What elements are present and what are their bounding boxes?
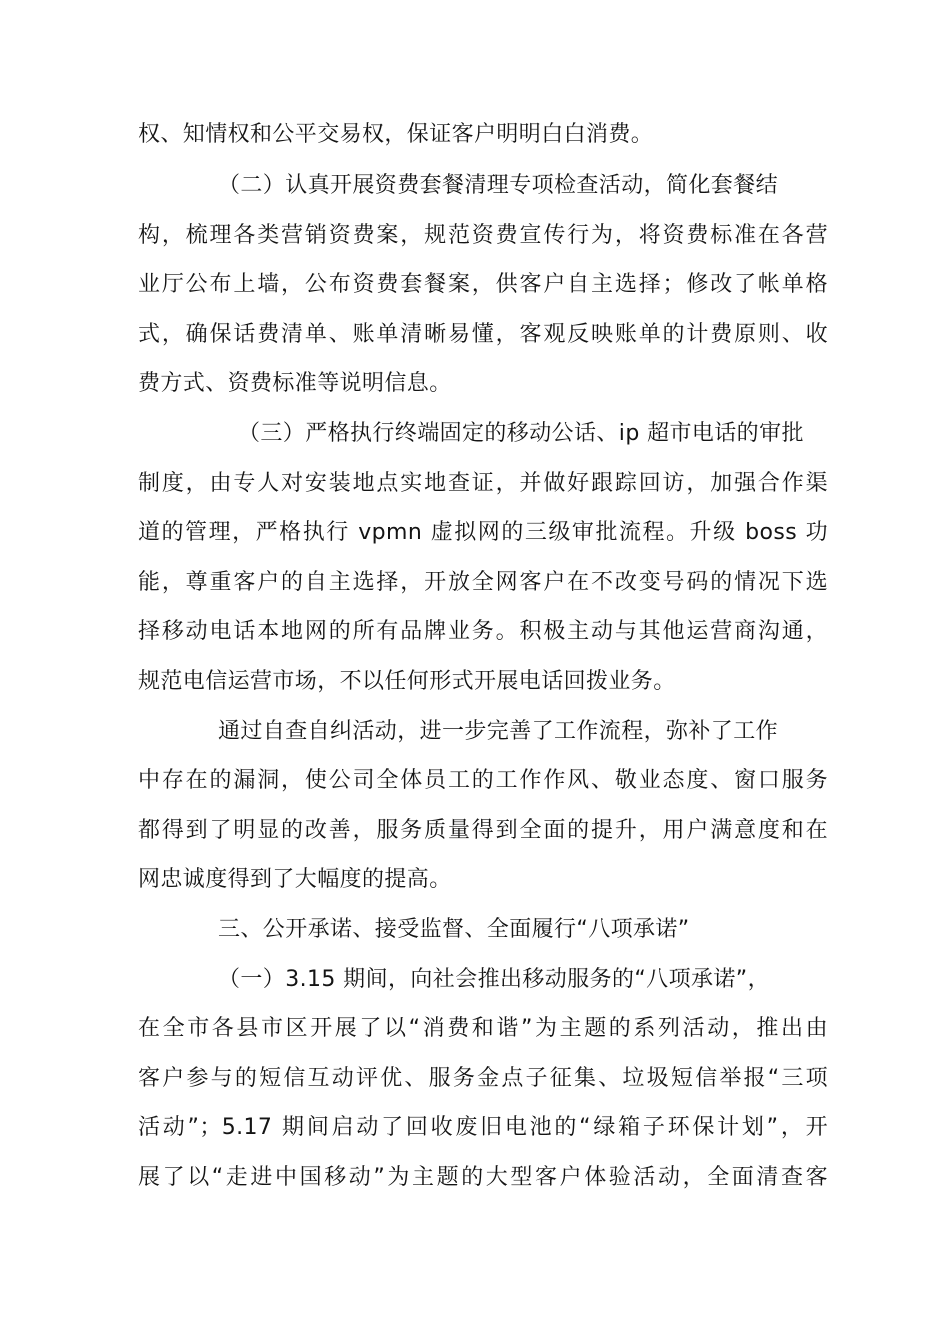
text-line: 业厅公布上墙，公布资费套餐案，供客户自主选择；修改了帐单格 [138, 272, 828, 297]
text-line: （三）严格执行终端固定的移动公话、ip 超市电话的审批 [238, 421, 804, 446]
text-line: 在全市各县市区开展了以“消费和谐”为主题的系列活动，推出由 [138, 1016, 828, 1041]
text-line: （二）认真开展资费套餐清理专项检查活动，简化套餐结 [218, 173, 779, 198]
text-line: 中存在的漏洞，使公司全体员工的工作作风、敬业态度、窗口服务 [138, 768, 828, 793]
section-heading: 三、公开承诺、接受监督、全面履行“八项承诺” [218, 917, 690, 942]
text-line: 构，梳理各类营销资费案，规范资费宣传行为，将资费标准在各营 [138, 223, 828, 248]
text-line: 道的管理，严格执行 vpmn 虚拟网的三级审批流程。升级 boss 功 [138, 520, 828, 545]
text-line: 制度，由专人对安装地点实地查证，并做好跟踪回访，加强合作渠 [138, 471, 828, 496]
text-line: 都得到了明显的改善，服务质量得到全面的提升，用户满意度和在 [138, 818, 828, 843]
text-line: 能，尊重客户的自主选择，开放全网客户在不改变号码的情况下选 [138, 570, 828, 595]
text-line: 展了以“走进中国移动”为主题的大型客户体验活动，全面清查客 [138, 1165, 828, 1190]
text-line: 网忠诚度得到了大幅度的提高。 [138, 867, 452, 892]
text-line: 择移动电话本地网的所有品牌业务。积极主动与其他运营商沟通， [138, 619, 828, 644]
text-line: 活动”；5.17 期间启动了回收废旧电池的“绿箱子环保计划”，开 [138, 1115, 828, 1140]
text-line: 权、知情权和公平交易权，保证客户明明白白消费。 [138, 122, 654, 147]
text-line: 通过自查自纠活动，进一步完善了工作流程，弥补了工作 [218, 719, 779, 744]
text-line: 式，确保话费清单、账单清晰易懂，客观反映账单的计费原则、收 [138, 322, 828, 347]
text-line: 费方式、资费标准等说明信息。 [138, 371, 452, 396]
text-line: （一）3.15 期间，向社会推出移动服务的“八项承诺”， [218, 967, 770, 992]
text-line: 规范电信运营市场，不以任何形式开展电话回拨业务。 [138, 669, 676, 694]
text-line: 客户参与的短信互动评优、服务金点子征集、垃圾短信举报“三项 [138, 1066, 828, 1091]
